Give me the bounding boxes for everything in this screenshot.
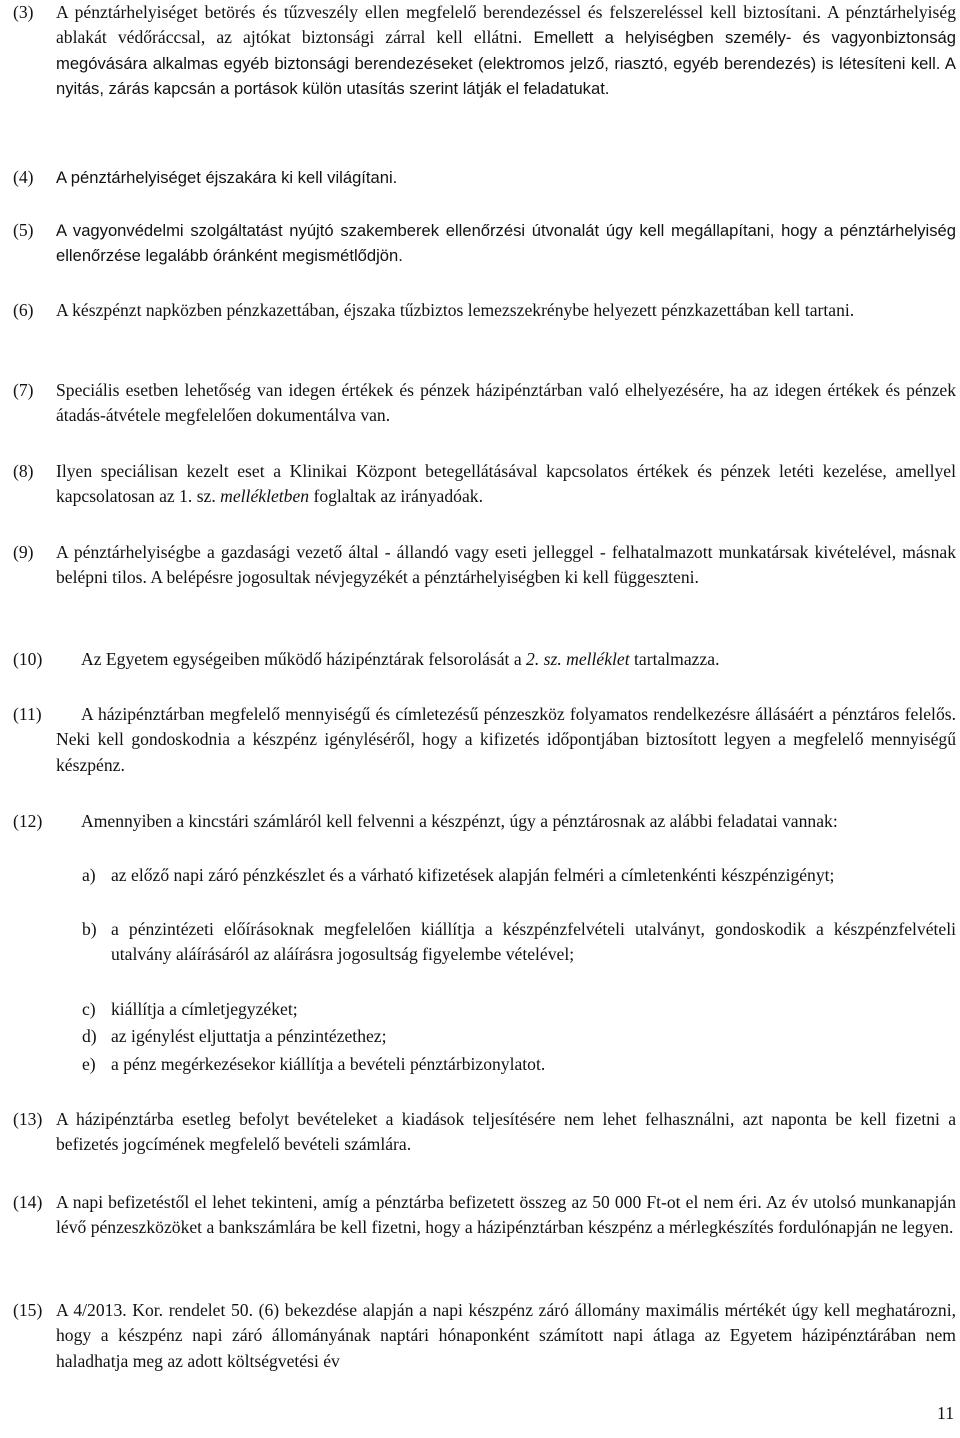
paragraph-8 [13,459,956,510]
list-item-c [82,997,956,1022]
paragraph-3 [13,0,956,101]
paragraph-text [13,1107,956,1158]
paragraph-number: (8) [13,461,34,481]
paragraph-number: (5) [13,220,34,240]
paragraph-text-a: Az Egyetem egységeiben működő házipénztárak felsorolását a [81,649,527,669]
paragraph-number: (6) [13,300,34,320]
paragraph-text: A házipénztárban megfelelő mennyiségű és címletezésű pénzeszköz folyamatos rendelkezésre állásáért a pénztáros felelős. Neki kell gondoskodnia a készpénz igényléséről, hogy a kifizetés időpontjában biztosított legyen a megfelelő mennyiségű készpénz. [56,704,956,775]
paragraph-15 [13,1298,956,1374]
list-item-label: d) [82,1026,97,1046]
paragraph-7 [13,378,956,429]
paragraph-text-italic: 2. sz. melléklet [526,649,630,669]
paragraph-number: (13) [13,1109,43,1129]
paragraph-text-a: Ilyen speciálisan kezelt eset a Klinikai Központ betegellátásával kapcsolatos értékek és pénzek letéti kezelése, amellyel kapcsolatosan az 1. sz. [56,461,956,507]
paragraph-14 [13,1190,956,1241]
list-item-e [82,1052,956,1077]
list-item-d [82,1024,956,1049]
paragraph-text: A pénztárhelyiséget éjszakára ki kell világítani. [56,168,398,187]
list-item-text: a pénzintézeti előírásoknak megfelelően kiállítja a készpénzfelvételi utalványt, gondoskodik a készpénzfelvételi utalvány aláírásáról az aláírásra jogosultság figyelembe vételével; [111,919,956,965]
list-item-text: kiállítja a címletjegyzéket; [111,999,298,1019]
paragraph-number: (15) [13,1300,43,1320]
paragraph-text-serif: A pénztárhelyiséget betörés és tűzveszély ellen megfelelő berendezéssel és felszereléssel kell biztosítani. A pénztárhelyiség ablakát védőráccsal, az ajtókat biztonsági zárral kell ellátni. [56,2,956,48]
list-item-label: e) [82,1054,96,1074]
paragraph-text: A vagyonvédelmi szolgáltatást nyújtó szakemberek ellenőrzési útvonalát úgy kell megállapítani, hogy a pénztárhelyiség ellenőrzése legalább óránként megismétlődjön. [56,221,956,266]
paragraph-number: (11) [13,704,42,724]
paragraph-number: (10) [13,649,43,669]
list-item-a [82,863,956,888]
paragraph-number: (14) [13,1192,43,1212]
list-item-label: c) [82,999,96,1019]
paragraph-text-b: tartalmazza. [629,649,720,669]
paragraph-number: (9) [13,542,34,562]
paragraph-5 [13,218,956,269]
paragraph-text: A 4/2013. Kor. rendelet 50. (6) bekezdése alapján a napi készpénz záró állomány maximális mértékét úgy kell meghatározni, hogy a készpénz napi záró állományának naptári hónaponként számított napi átlaga az Egyetem házipénztárában nem haladhatja meg az adott költségvetési év [56,1300,956,1371]
paragraph-9 [13,540,956,591]
paragraph-number: (7) [13,380,34,400]
paragraph-text-b: foglaltak az irányadóak. [309,486,483,507]
paragraph-text: Amennyiben a kincstári számláról kell felvenni a készpénzt, úgy a pénztárosnak az alábbi feladatai vannak: [81,811,838,831]
paragraph-13 [13,1107,956,1158]
list-item-text: a pénz megérkezésekor kiállítja a bevételi pénztárbizonylatot. [111,1054,546,1074]
paragraph-text [13,459,956,510]
paragraph-6 [13,298,956,323]
page-number: 11 [937,1403,954,1423]
paragraph-text: Speciális esetben lehetőség van idegen értékek és pénzek házipénztárban való elhelyezésére, ha az idegen értékek és pénzek átadás-átvétele megfelelően dokumentálva van. [56,380,956,426]
paragraph-number: (3) [13,2,34,22]
paragraph-12 [13,809,956,834]
paragraph-text-inner: A házipénztárba esetleg befolyt bevételeket a kiadások teljesítésére nem lehet felhasználni, azt naponta be kell fizetni a befizetés jogcímének megfelelő bevételi számlára. [56,1109,956,1155]
paragraph-11 [13,702,956,778]
paragraph-4 [13,165,956,190]
paragraph-text: A készpénzt napközben pénzkazettában, éjszaka tűzbiztos lemezszekrénybe helyezett pénzkazettában kell tartani. [56,300,855,320]
list-item-label: b) [82,919,97,939]
paragraph-text [13,0,956,101]
list-item-text: az igénylést eljuttatja a pénzintézethez; [111,1026,387,1046]
paragraph-text: A napi befizetéstől el lehet tekinteni, amíg a pénztárba befizetett összeg az 50 000 Ft-ot el nem éri. Az év utolsó munkanapján lévő pénzeszközöket a bankszámlára be kell fizetni, hogy a házipénztárban készpénz a mérlegkészítés fordulónapján ne legyen. [56,1192,956,1238]
paragraph-number: (12) [13,811,43,831]
paragraph-text [13,647,956,672]
list-item-label: a) [82,865,96,885]
paragraph-text: A pénztárhelyiségbe a gazdasági vezető által - állandó vagy eseti jelleggel - felhatalmazott munkatársak kivételével, másnak belépni tilos. A belépésre jogosultak névjegyzékét a pénztárhelyiségben ki kell függeszteni. [56,542,956,588]
paragraph-text-italic: mellékletben [220,486,310,507]
paragraph-10 [13,647,956,672]
list-item-text: az előző napi záró pénzkészlet és a várható kifizetések alapján felméri a címletenkénti készpénzigényt; [111,865,835,885]
paragraph-number: (4) [13,167,34,187]
paragraph-text-sans: Emellett a helyiségben személy- és vagyonbiztonság megóvására alkalmas egyéb biztonsági berendezéseket (elektromos jelző, riasztó, egyéb berendezés) is létesíteni kell. A nyitás, zárás kapcsán a portások külön utasítás szerint látják el feladatukat. [56,28,956,98]
list-item-b [82,917,956,968]
